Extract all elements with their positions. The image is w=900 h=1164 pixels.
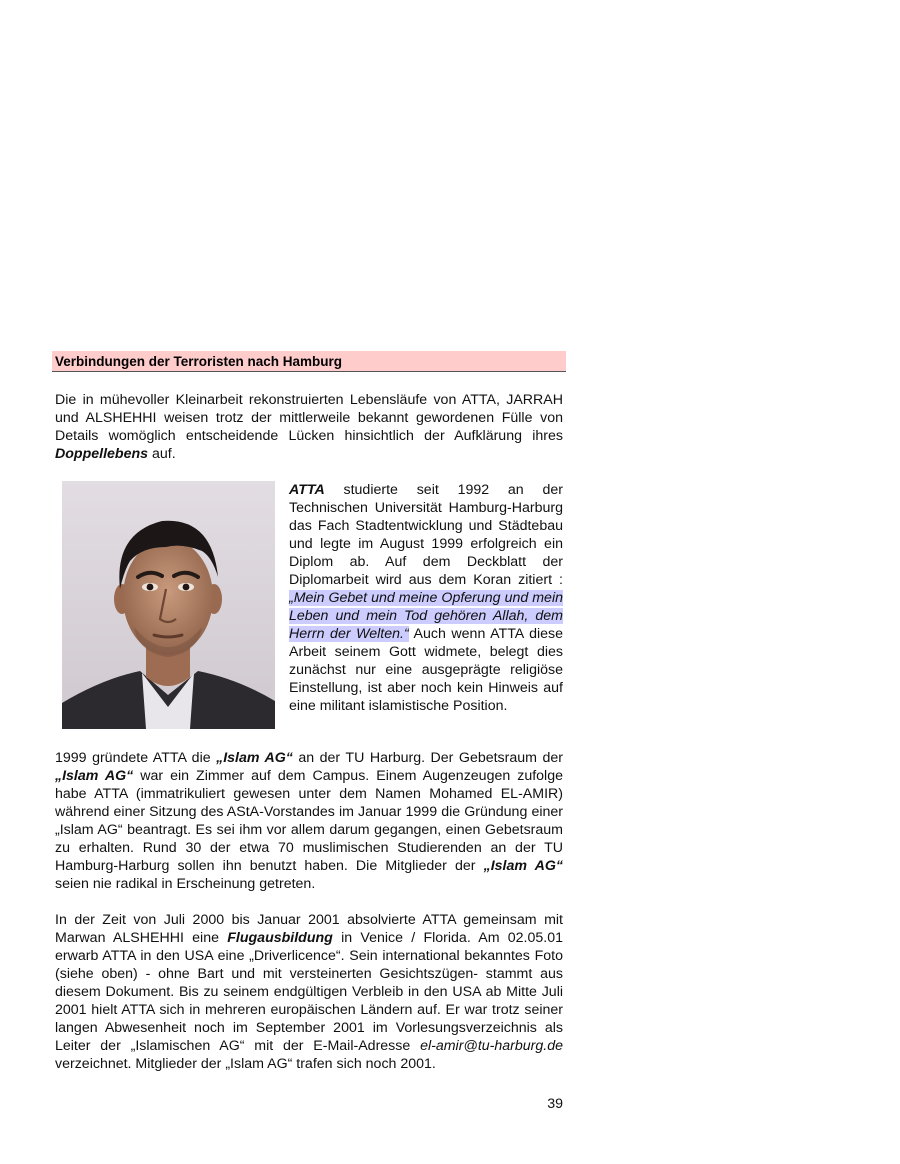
section-heading: Verbindungen der Terroristen nach Hamburg	[52, 351, 566, 372]
portrait-illustration	[62, 481, 275, 729]
paragraph-flight-training	[55, 911, 563, 1073]
paragraph-islam-ag	[55, 749, 563, 893]
paragraph-intro-emphasis: Doppellebens	[55, 446, 149, 462]
text-run: seien nie radikal in Erscheinung getreten.	[55, 876, 316, 892]
page-number: 39	[547, 1096, 563, 1112]
text-run: war ein Zimmer auf dem Campus. Einem Augenzeugen zufolge habe ATTA (immatrikuliert gewesen unter dem Namen Mohamed EL-AMIR) während einer Sitzung des AStA-Vorstandes im Januar 1999 die Gründung einer „Islam AG“ beantragt. Es sei ihm vor allem darum gegangen, einen Gebetsraum zu erhalten. Rund 30 der etwa 70 muslimischen Studierenden an der TU Hamburg-Harburg sollen ihn benutzt haben. Die Mitglieder der	[55, 768, 563, 874]
paragraph-intro	[55, 391, 563, 463]
email-address: el-amir@tu-harburg.de	[420, 1038, 563, 1054]
paragraph-atta-tail: Auch wenn ATTA diese Arbeit seinem Gott widmete, belegt dies zunächst nur eine ausgeprägte religiöse Einstellung, ist aber noch kein Hinweis auf eine militant islamistische Position.	[289, 626, 563, 714]
text-run: In der Zeit von Juli 2000 bis Januar 2001 absolvierte ATTA gemeinsam mit Marwan ALSHEHHI eine	[55, 912, 563, 946]
islam-ag-emphasis: „Islam AG“	[216, 750, 293, 766]
text-run: in Venice / Florida. Am 02.05.01 erwarb ATTA in den USA eine „Driverlicence“. Sein international bekanntes Foto (siehe oben) - ohne Bart und mit versteinerten Gesichtszügen- stammt aus diesem Dokument. Bis zu seinem endgültigen Verbleib in den USA ab Mitte Juli 2001 hielt ATTA sich in mehreren europäischen Ländern auf. Er war trotz seiner langen Abwesenheit noch im September 2001 im Vorlesungsverzeichnis als Leiter der „Islamischen AG“ mit der E-Mail-Adresse	[55, 930, 563, 1054]
text-run: 1999 gründete ATTA die	[55, 750, 217, 766]
text-run: verzeichnet. Mitglieder der „Islam AG“ trafen sich noch 2001.	[55, 1056, 436, 1072]
paragraph-intro-tail: auf.	[148, 446, 176, 462]
paragraph-atta-text: studierte seit 1992 an der Technischen Universität Hamburg-Harburg das Fach Stadtentwicklung und Städtebau und legte im August 1999 erfolgreich ein Diplom ab. Auf dem Deckblatt der Diplomarbeit wird aus dem Koran zitiert :	[289, 482, 563, 588]
text-run: an der TU Harburg. Der Gebetsraum der	[292, 750, 563, 766]
paragraph-atta-lead: ATTA	[289, 482, 325, 498]
paragraph-atta-study	[289, 481, 563, 715]
islam-ag-emphasis: „Islam AG“	[483, 858, 563, 874]
islam-ag-emphasis: „Islam AG“	[55, 768, 134, 784]
koran-quote-highlight: „Mein Gebet und meine Opferung und mein Leben und mein Tod gehören Allah, dem Herrn der Welten.“	[289, 590, 563, 642]
flugausbildung-emphasis: Flugausbildung	[227, 930, 333, 946]
portrait-photo	[62, 481, 275, 729]
paragraph-intro-text: Die in mühevoller Kleinarbeit rekonstruierten Lebensläufe von ATTA, JARRAH und ALSHEHHI weisen trotz der mittlerweile bekannt gewordenen Fülle von Details womöglich entscheidende Lücken hinsichtlich der Aufklärung ihres	[55, 392, 563, 444]
